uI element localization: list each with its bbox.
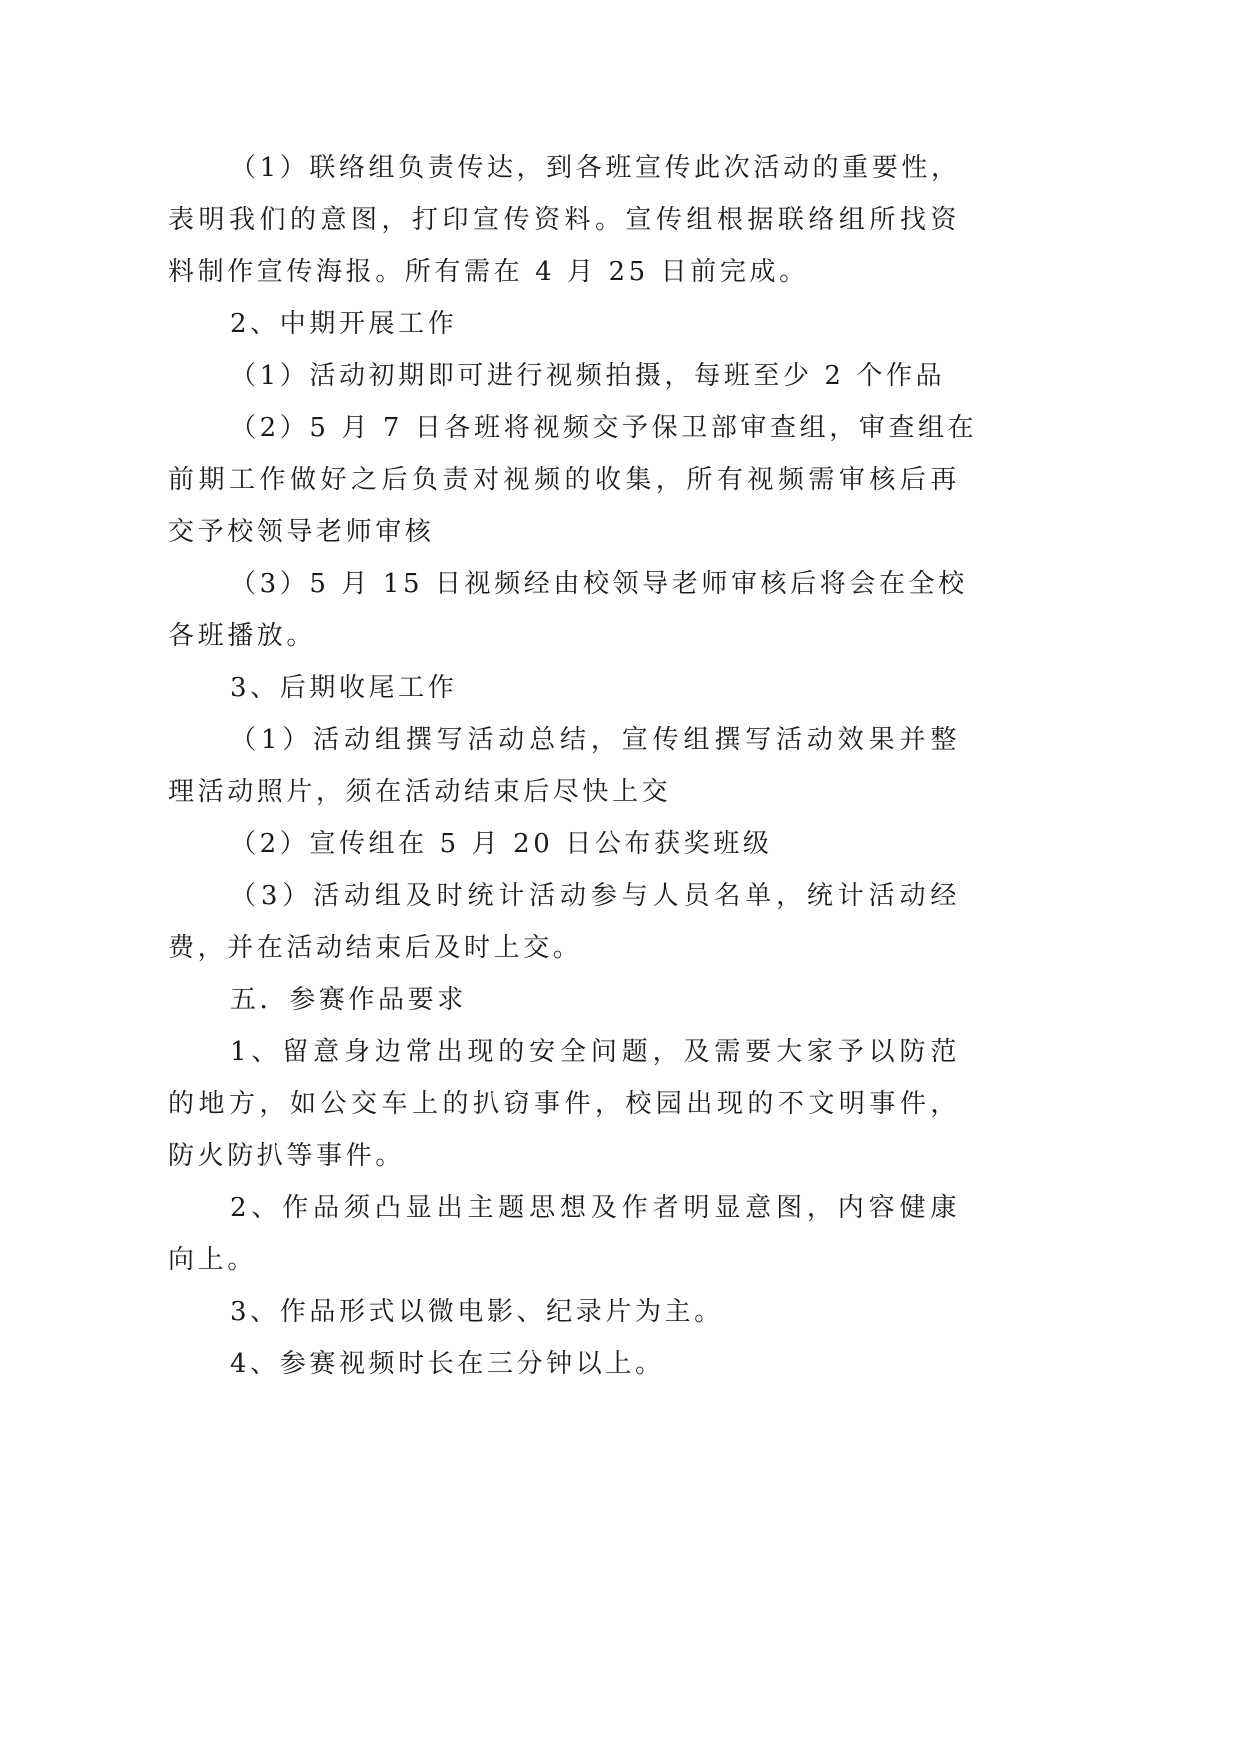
paragraph [168, 870, 960, 974]
paragraph [168, 142, 960, 298]
paragraph [168, 1182, 960, 1286]
text-line: 各班播放。 [168, 621, 317, 651]
text-line: （1）联络组负责传达，到各班宣传此次活动的重要性， [230, 153, 961, 183]
text-line: 前期工作做好之后负责对视频的收集，所有视频需审核后再 [168, 465, 960, 495]
text-line: 2、中期开展工作 [230, 309, 458, 339]
text-line: 表明我们的意图，打印宣传资料。宣传组根据联络组所找资 [168, 205, 960, 235]
paragraph [168, 1026, 960, 1182]
text-line: （2）5 月 7 日各班将视频交予保卫部审查组，审查组在 [230, 413, 978, 443]
text-line: 3、作品形式以微电影、纪录片为主。 [230, 1297, 724, 1327]
text-line: （3）5 月 15 日视频经由校领导老师审核后将会在全校 [230, 569, 968, 599]
text-line: （1）活动初期即可进行视频拍摄，每班至少 2 个作品 [230, 361, 946, 391]
section-heading [168, 974, 960, 1026]
text-line: 理活动照片，须在活动结束后尽快上交 [168, 777, 672, 807]
document-body [168, 142, 978, 1390]
text-line: （1）活动组撰写活动总结，宣传组撰写活动效果并整 [230, 725, 960, 755]
text-line: 1、留意身边常出现的安全问题，及需要大家予以防范 [230, 1037, 960, 1067]
paragraph [168, 1286, 960, 1338]
text-line: 向上。 [168, 1245, 257, 1275]
text-line: 防火防扒等事件。 [168, 1141, 405, 1171]
text-line: 3、后期收尾工作 [230, 673, 458, 703]
text-line: 交予校领导老师审核 [168, 517, 435, 547]
text-line: 费，并在活动结束后及时上交。 [168, 933, 583, 963]
text-line: （3）活动组及时统计活动参与人员名单，统计活动经 [230, 881, 960, 911]
paragraph [168, 818, 960, 870]
paragraph [168, 558, 968, 662]
text-line: 料制作宣传海报。所有需在 4 月 25 日前完成。 [168, 257, 809, 287]
text-line: 2、作品须凸显出主题思想及作者明显意图，内容健康 [230, 1193, 960, 1223]
text-line: 五．参赛作品要求 [230, 985, 467, 1015]
paragraph [168, 714, 960, 818]
paragraph [168, 1338, 960, 1390]
paragraph [168, 350, 960, 402]
section-heading [168, 298, 960, 350]
text-line: 的地方，如公交车上的扒窃事件，校园出现的不文明事件， [168, 1089, 960, 1119]
paragraph [168, 402, 978, 558]
text-line: 4、参赛视频时长在三分钟以上。 [230, 1349, 665, 1379]
section-heading [168, 662, 960, 714]
text-line: （2）宣传组在 5 月 20 日公布获奖班级 [230, 829, 773, 859]
